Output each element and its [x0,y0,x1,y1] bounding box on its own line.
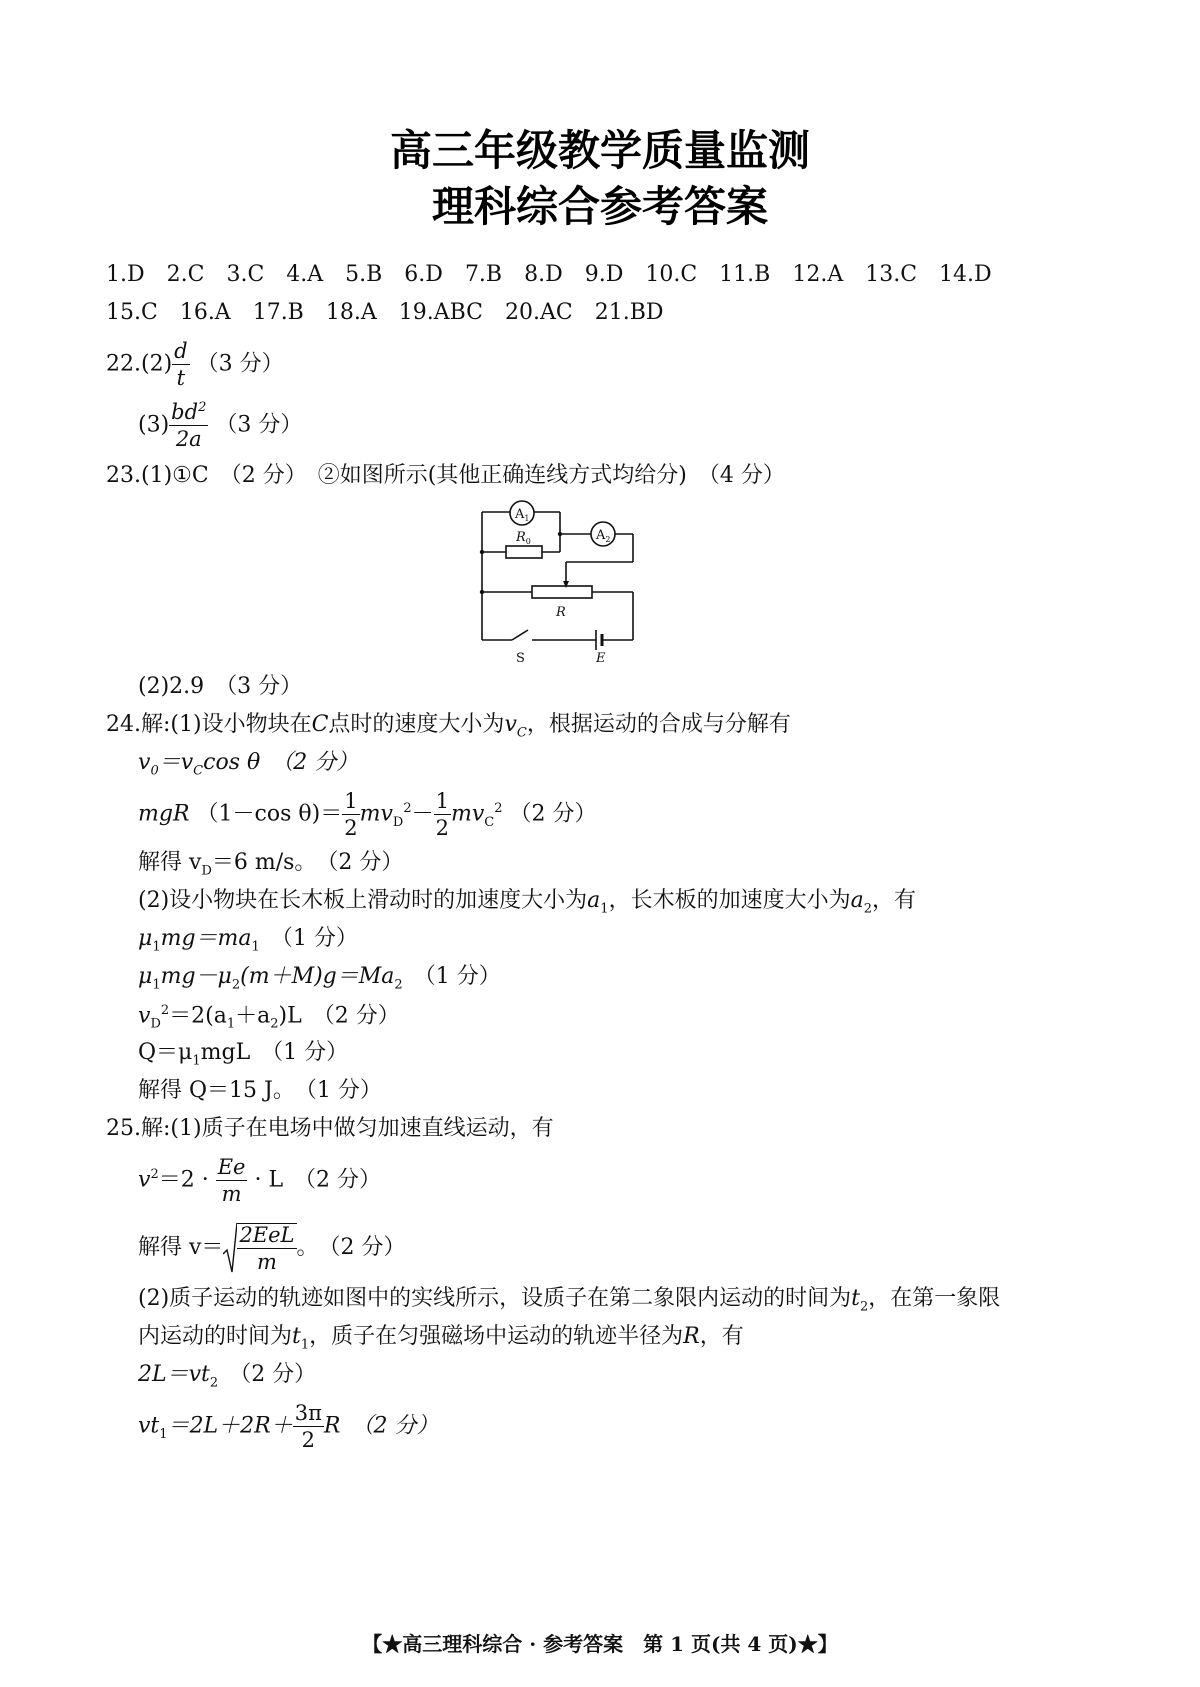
r0-sub: 0 [525,537,531,546]
text: t [851,1286,861,1311]
text: ＝2L＋2R＋ [167,1413,293,1439]
text: Q＝μ [138,1040,193,1065]
text: D [150,1016,161,1032]
text: ＋a [235,1003,271,1029]
frac-den: 2 [435,816,449,841]
page-title-2: 理科综合参考答案 [431,182,768,231]
text: 2 [494,801,503,817]
text: 。 （2 分） [296,1235,406,1260]
q24-line-7 [138,966,501,991]
q24-line-2 [138,752,358,777]
text: 2 [231,977,241,993]
q24-line-9 [138,1042,348,1067]
q24-line-10: 解得 Q＝15 J。 （1 分） [138,1078,382,1103]
text: （1 分） [281,926,358,951]
r-label: R [556,605,566,620]
text: C [193,763,204,779]
text: )L （2 分） [278,1003,400,1029]
text: 解得 v＝ [138,1235,224,1260]
text: 2L＝vt [138,1362,210,1387]
svg-text:A2 [595,528,610,544]
q25-line-4 [138,1288,1000,1313]
text: 1 [152,939,161,955]
a2-sub: 2 [605,535,611,544]
text: ，根据运动的合成与分解有 [526,712,791,737]
text: v [504,712,517,737]
page-title-1: 高三年级教学质量监测 [389,126,810,175]
text: 1 [192,1053,201,1069]
text: (2)设小物块在长木板上滑动时的加速度大小为 [138,888,588,913]
text: (m＋M)g＝Ma [240,964,395,989]
frac-num: bd [171,400,199,424]
text: 2 [209,1375,219,1391]
text: cos θ （2 分） [203,750,359,775]
sqrt-symbol [223,1222,237,1274]
text: (2)质子运动的轨迹如图中的实线所示，设质子在第二象限内运动的时间为 [138,1286,852,1311]
text: 1 [251,939,260,955]
q25-line-3 [138,1222,406,1274]
frac-den: t [176,366,186,391]
q25-line-1: 25.解:(1)质子在电场中做匀加速直线运动，有 [106,1116,554,1141]
text: R [683,1324,700,1349]
frac-den: 2 [344,816,358,841]
q22-part3-label: (3) [138,412,170,438]
text: 1 [152,977,161,993]
text: 内运动的时间为 [138,1324,293,1349]
q22-part2-label: 22.(2) [106,351,173,377]
text: 0 [150,763,159,779]
text: v [138,1167,151,1193]
q25-line-6 [138,1364,316,1389]
text: 1 [600,901,609,917]
svg-text:A1 [514,507,529,523]
frac-num: Ee [216,1156,248,1181]
a2-label: A [596,528,606,543]
q23-line-1: 23.(1)①C （2 分） ②如图所示(其他正确连线方式均给分) （4 分） [106,463,785,488]
q24-line-4 [138,852,403,877]
text: mv [359,801,393,827]
text: 2 [860,1299,869,1315]
text: μ [138,964,153,989]
text: （2 分） [240,1362,317,1387]
text: 2 [394,977,403,993]
fraction [216,1156,248,1205]
text: D [392,814,404,830]
text: （2 分） [509,801,597,827]
fraction [434,790,451,839]
text: （1 分） [424,964,501,989]
text: D [201,863,212,879]
text: 2 [150,1167,159,1183]
a1-sub: 1 [524,514,530,523]
q24-line-6 [138,928,358,953]
text: C [484,814,495,830]
q23-line-2: (2)2.9 （3 分） [138,674,303,699]
q24-line-8 [138,1004,400,1031]
text: ＝2(a [169,1003,227,1029]
frac-num: 1 [434,790,451,815]
text: μ [138,926,153,951]
frac-num: 2EeL [237,1224,296,1249]
text: 24.解:(1)设小物块在 [106,712,312,737]
frac-num: d [172,340,189,365]
frac-num: 1 [342,790,359,815]
q25-line-7 [138,1402,438,1451]
choice-answers-line-1: 1.D 2.C 3.C 4.A 5.B 6.D 7.B 8.D 9.D 10.C 11.B 12.A 13.C 14.D [106,262,992,287]
a1-label: A [515,507,525,522]
text: 解得 v [138,850,202,875]
text: v [138,750,151,775]
text: ＝6 m/s。 （2 分） [211,850,404,875]
text: ，质子在匀强磁场中运动的轨迹半径为 [309,1324,684,1349]
text: v [180,750,194,775]
q22-part3-score: （3 分） [215,412,303,438]
frac-num: 3π [293,1402,324,1427]
r0-label: R [516,530,526,545]
choice-answers-line-2: 15.C 16.A 17.B 18.A 19.ABC 20.AC 21.BD [106,300,664,325]
fraction [237,1223,296,1273]
text: t [292,1324,301,1349]
text: 2 [863,901,872,917]
text: C [311,712,329,737]
text: ，有 [699,1324,744,1349]
q24-line-3 [138,790,597,839]
text: （1－cos θ)＝ [196,801,343,827]
text: vt [138,1413,160,1439]
q22-part2-fraction [172,340,189,389]
fraction [293,1402,324,1451]
text: mg－μ [160,964,232,989]
text: mgL （1 分） [200,1040,349,1065]
frac-den: 2 [301,1428,315,1453]
fraction [342,790,359,839]
e-label: E [596,651,606,666]
text: 1 [159,1426,168,1442]
page-footer: 【★高三理科综合 · 参考答案 第 1 页(共 4 页)★】 [362,1632,838,1656]
q22-part2 [106,340,284,389]
text: · L （2 分） [247,1167,382,1193]
text: mg＝ma [160,926,252,951]
q22-part2-score: （3 分） [196,351,284,377]
text: － [411,801,434,827]
q22-part3-fraction [169,401,208,450]
text: C [516,725,527,741]
q22-part3 [138,401,302,450]
text: ，在第一象限 [868,1286,1001,1311]
text: 2 [160,1003,170,1018]
text: 2 [270,1016,279,1032]
svg-text:R0 [515,530,531,546]
text: mgR [138,801,190,827]
q25-line-2 [138,1156,381,1205]
text: mv [450,801,485,827]
text: R （2 分） [323,1413,439,1439]
frac-sup: 2 [198,400,207,415]
q25-line-5 [138,1326,744,1351]
circuit-diagram [470,500,650,670]
text: 点时的速度大小为 [328,712,505,737]
text: a [850,888,864,913]
frac-den: 2a [175,427,202,452]
text: v [138,1003,151,1029]
q24-line-1 [106,714,791,739]
text: ，有 [872,888,917,913]
text: 1 [300,1337,310,1353]
text: ＝2 · [158,1167,216,1193]
frac-den: m [257,1250,277,1274]
resistor-r0 [506,546,542,558]
text: 1 [226,1016,236,1032]
switch-s [512,630,528,640]
q24-line-5 [138,890,916,915]
text: 2 [403,801,412,817]
rheostat-r [532,586,592,598]
frac-den: m [221,1182,242,1207]
s-label: S [516,651,525,666]
text: ，长木板的加速度大小为 [608,888,851,913]
text: a [587,888,601,913]
text: ＝ [158,750,181,775]
